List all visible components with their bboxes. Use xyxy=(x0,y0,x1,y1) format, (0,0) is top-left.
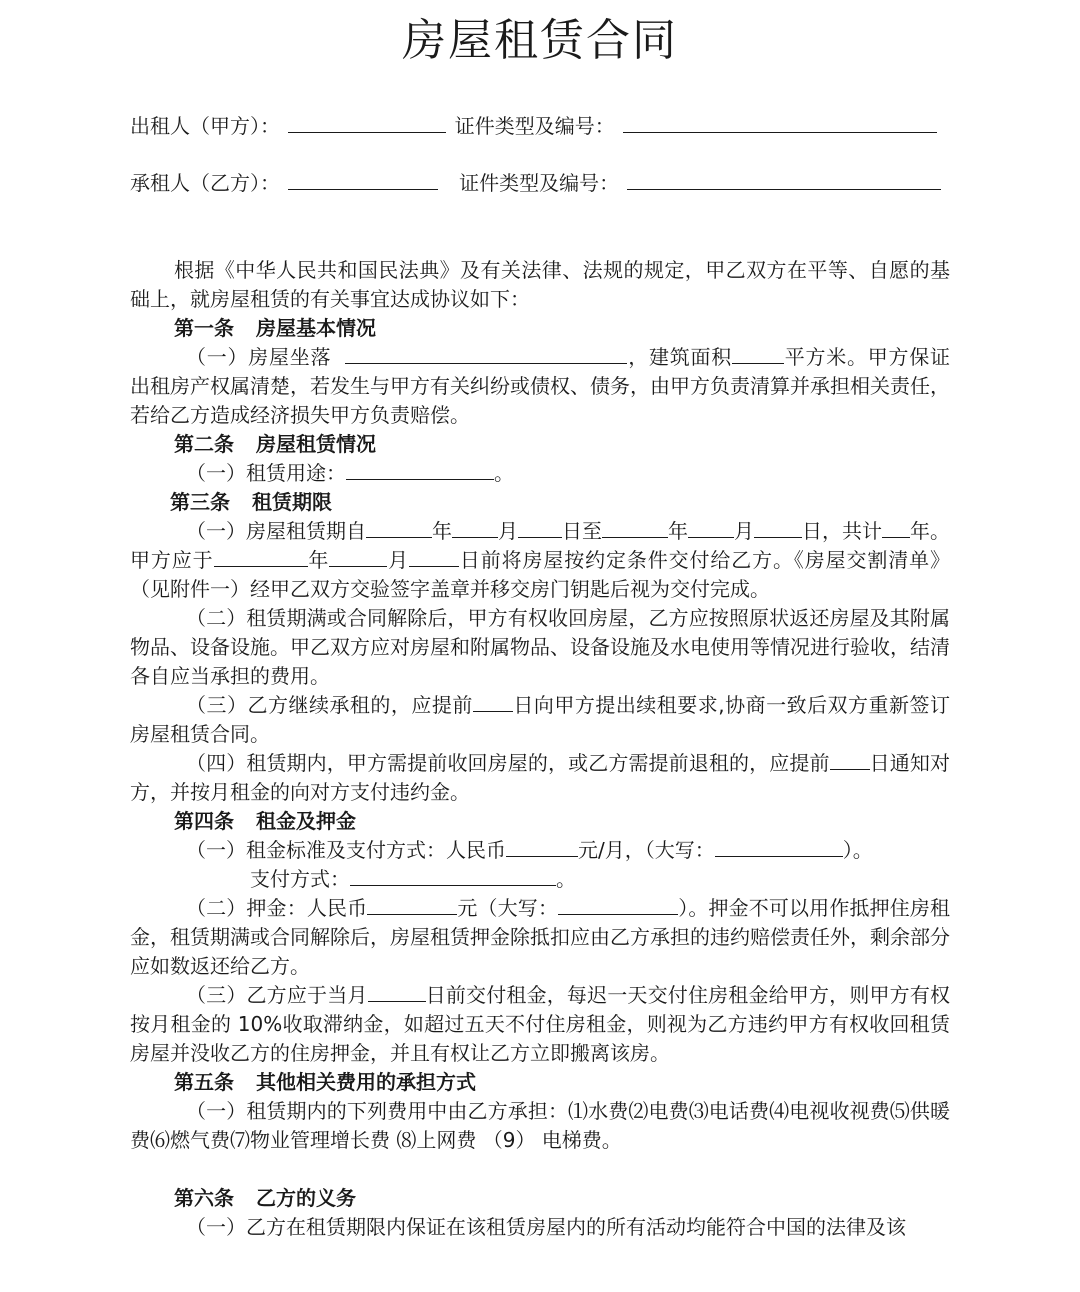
contract-body xyxy=(130,256,950,1242)
article-6-heading xyxy=(130,1184,950,1213)
article-3-heading xyxy=(130,488,950,517)
clause-text: 元/月，（大写： xyxy=(578,838,715,862)
clause-text: ）。押金不可以用作抵押住房租金，租赁期满或合同解除后，房屋租赁押金除抵扣应由乙方承担的违约赔偿责任外，剩余部分应如数返还给乙方。 xyxy=(130,896,951,978)
lessee-name-blank[interactable] xyxy=(288,169,438,190)
article-4-clause-2 xyxy=(130,894,950,981)
article-1-clause-1 xyxy=(130,343,950,430)
article-3-clause-3 xyxy=(130,691,950,749)
total-years-blank[interactable] xyxy=(882,517,910,538)
article-5-number: 第五条 xyxy=(174,1070,234,1094)
clause-text: （一）房屋租赁期自 xyxy=(186,519,366,543)
clause-text: 月 xyxy=(498,519,518,543)
clause-text: （一）租赁用途： xyxy=(186,461,346,485)
clause-text: 日向甲方提出续租要求,协商一致后双方重新签订房屋租赁合同。 xyxy=(130,693,951,746)
article-5-heading xyxy=(130,1068,950,1097)
clause-text: 月 xyxy=(387,548,409,572)
rental-purpose-blank[interactable] xyxy=(346,459,494,480)
clause-text: ，建筑面积 xyxy=(627,345,732,369)
clause-text: 。 xyxy=(556,867,576,891)
clause-text: 年 xyxy=(307,548,330,572)
clause-text: 平方米。甲方保证出租房产权属清楚，若发生与甲方有关纠纷或债权、债务，由甲方负责清算并承担相关责任，若给乙方造成经济损失甲方负责赔偿。 xyxy=(130,345,951,427)
handover-day-blank[interactable] xyxy=(409,546,459,567)
end-day-blank[interactable] xyxy=(754,517,802,538)
article-2-clause-1 xyxy=(130,459,950,488)
early-termination-days-blank[interactable] xyxy=(830,749,870,770)
lessor-id-label: 证件类型及编号： xyxy=(454,114,615,138)
handover-month-blank[interactable] xyxy=(329,546,387,567)
clause-text: （四）租赁期内，甲方需提前收回房屋的，或乙方需提前退租的，应提前 xyxy=(186,751,830,775)
lessee-id-label: 证件类型及编号： xyxy=(459,171,620,195)
article-6-title: 乙方的义务 xyxy=(256,1186,356,1210)
end-month-blank[interactable] xyxy=(688,517,734,538)
article-4-heading xyxy=(130,807,950,836)
article-3-title: 租赁期限 xyxy=(252,490,332,514)
article-4-title: 租金及押金 xyxy=(256,809,356,833)
article-2-number: 第二条 xyxy=(174,432,234,456)
clause-text: （一）租金标准及支付方式：人民币 xyxy=(186,838,506,862)
lessee-id-blank[interactable] xyxy=(627,169,941,190)
lessee-label: 承租人（乙方）： xyxy=(130,171,280,195)
article-5-title: 其他相关费用的承担方式 xyxy=(256,1070,476,1094)
article-5-clause-1: （一）租赁期内的下列费用中由乙方承担：⑴水费⑵电费⑶电话费⑷电视收视费⑸供暖费⑹燃气费⑺物业管理增长费 ⑻上网费 （9） 电梯费。 xyxy=(130,1099,950,1152)
clause-text: 。 xyxy=(494,461,514,485)
clause-text: 日前交付租金，每迟一天交付住房租金给甲方，则甲方有权按月租金的 10%收取滞纳金，如超过五天不付住房租金，则视为乙方违约甲方有权收回租赁房屋并没收乙方的住房押金，并且有权让乙方立即搬离该房。 xyxy=(130,983,951,1065)
article-6-clause-1: （一）乙方在租赁期限内保证在该租赁房屋内的所有活动均能符合中国的法律及该 xyxy=(186,1215,906,1239)
rent-due-day-blank[interactable] xyxy=(368,981,426,1002)
clause-text: 年。甲方应于 xyxy=(130,519,950,572)
article-3-clause-4 xyxy=(130,749,950,807)
clause-text: （三）乙方应于当月 xyxy=(186,983,368,1007)
start-day-blank[interactable] xyxy=(518,517,562,538)
clause-text: ）。 xyxy=(842,838,873,862)
monthly-rent-words-blank[interactable] xyxy=(715,836,843,857)
lessor-label: 出租人（甲方）： xyxy=(130,114,280,138)
renewal-notice-days-blank[interactable] xyxy=(473,691,513,712)
clause-text: 年 xyxy=(432,519,452,543)
clause-text: （三）乙方继续承租的，应提前 xyxy=(186,693,473,717)
clause-text: 月 xyxy=(734,519,754,543)
article-1-number: 第一条 xyxy=(174,316,234,340)
deposit-amount-blank[interactable] xyxy=(367,894,457,915)
document-title: 房屋租赁合同 xyxy=(402,15,678,66)
article-2-heading xyxy=(130,430,950,459)
clause-text: 日前将房屋按约定条件交付给乙方。《房屋交割清单》（见附件一）经甲乙双方交验签字盖章并移交房门钥匙后视为交付完成。 xyxy=(130,548,950,601)
clause-text: 年 xyxy=(668,519,688,543)
clause-text: 日至 xyxy=(562,519,602,543)
property-address-blank[interactable] xyxy=(345,343,627,364)
article-3-clause-2: （二）租赁期满或合同解除后，甲方有权收回房屋，乙方应按照原状返还房屋及其附属物品、设备设施。甲乙双方应对房屋和附属物品、设备设施及水电使用等情况进行验收，结清各自应当承担的费用。 xyxy=(130,606,950,688)
lessor-name-blank[interactable] xyxy=(288,112,446,133)
end-year-blank[interactable] xyxy=(602,517,668,538)
floor-area-blank[interactable] xyxy=(732,343,784,364)
deposit-words-blank[interactable] xyxy=(558,894,678,915)
clause-text: 支付方式： xyxy=(250,867,350,891)
clause-text: 日通知对方，并按月租金的向对方支付违约金。 xyxy=(130,751,951,804)
lessor-row xyxy=(130,112,939,140)
start-year-blank[interactable] xyxy=(366,517,432,538)
article-3-number: 第三条 xyxy=(170,490,230,514)
article-1-title: 房屋基本情况 xyxy=(256,316,376,340)
article-3-clause-1 xyxy=(130,517,950,604)
article-2-title: 房屋租赁情况 xyxy=(256,432,376,456)
article-1-heading xyxy=(130,314,950,343)
start-month-blank[interactable] xyxy=(452,517,498,538)
monthly-rent-blank[interactable] xyxy=(506,836,578,857)
lessee-row xyxy=(130,169,943,197)
article-4-number: 第四条 xyxy=(174,809,234,833)
article-4-clause-1 xyxy=(130,836,950,865)
clause-text: 共计 xyxy=(842,519,882,543)
payment-method-blank[interactable] xyxy=(350,865,556,886)
clause-text: 日， xyxy=(802,519,842,543)
clause-text: （一）房屋坐落 xyxy=(186,345,332,369)
article-6-number: 第六条 xyxy=(174,1186,234,1210)
intro-paragraph: 根据《中华人民共和国民法典》及有关法律、法规的规定，甲乙双方在平等、自愿的基础上，就房屋租赁的有关事宜达成协议如下： xyxy=(130,258,950,311)
article-4-clause-3 xyxy=(130,981,950,1068)
handover-year-blank[interactable] xyxy=(214,546,308,567)
payment-method-line xyxy=(130,865,950,894)
clause-text: （二）押金：人民币 xyxy=(186,896,368,920)
clause-text: 元（大写： xyxy=(457,896,559,920)
lessor-id-blank[interactable] xyxy=(623,112,937,133)
